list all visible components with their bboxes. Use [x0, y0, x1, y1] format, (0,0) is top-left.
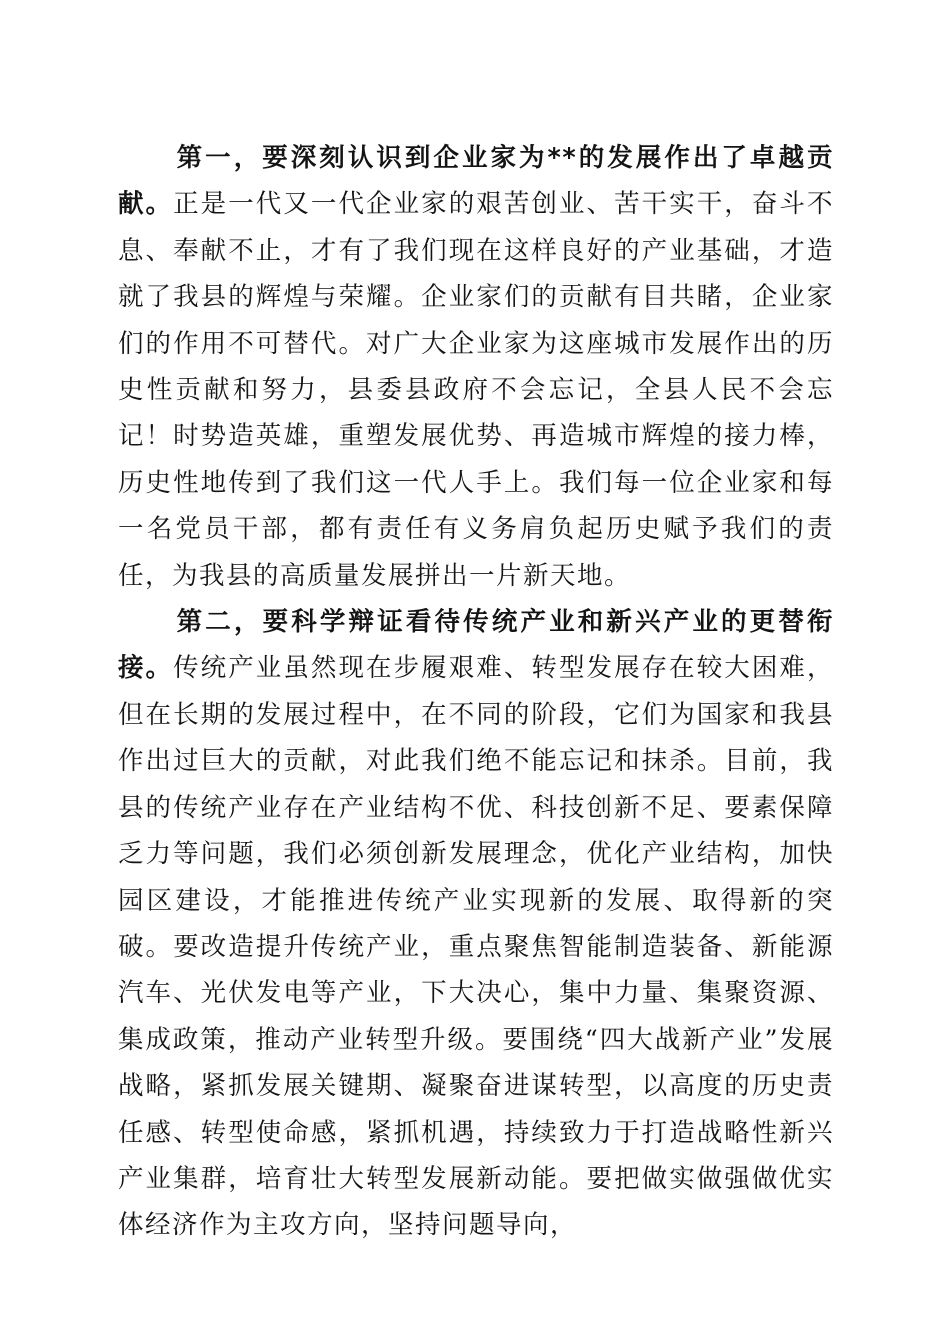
paragraph-heading: 第二，要科学辩证看待传统产业和新兴产业的更替衔接。 [118, 607, 834, 684]
paragraph-text: 正是一代又一代企业家的艰苦创业、苦干实干，奋斗不息、奉献不止，才有了我们现在这样良好的产业基础，才造就了我县的辉煌与荣耀。企业家们的贡献有目共睹，企业家们的作用不可替代。对广大企业家为这座城市发展作出的历史性贡献和努力，县委县政府不会忘记，全县人民不会忘记！时势造英雄，重塑发展优势、再造城市辉煌的接力棒，历史性地传到了我们这一代人手上。我们每一位企业家和每一名党员干部，都有责任有义务肩负起历史赋予我们的责任，为我县的高质量发展拼出一片新天地。 [118, 189, 834, 591]
paragraph-second [118, 599, 834, 1249]
paragraph-heading: 第一，要深刻认识到企业家为**的发展作出了卓越贡献。 [118, 143, 834, 220]
paragraph-first [118, 135, 834, 599]
document-body [118, 135, 834, 1249]
paragraph-text: 传统产业虽然现在步履艰难、转型发展存在较大困难，但在长期的发展过程中，在不同的阶段，它们为国家和我县作出过巨大的贡献，对此我们绝不能忘记和抹杀。目前，我县的传统产业存在产业结构不优、科技创新不足、要素保障乏力等问题，我们必须创新发展理念，优化产业结构，加快园区建设，才能推进传统产业实现新的发展、取得新的突破。要改造提升传统产业，重点聚焦智能制造装备、新能源汽车、光伏发电等产业，下大决心，集中力量、集聚资源、集成政策，推动产业转型升级。要围绕“四大战新产业”发展战略，紧抓发展关键期、凝聚奋进谋转型，以高度的历史责任感、转型使命感，紧抓机遇，持续致力于打造战略性新兴产业集群，培育壮大转型发展新动能。要把做实做强做优实体经济作为主攻方向，坚持问题导向， [118, 653, 834, 1241]
